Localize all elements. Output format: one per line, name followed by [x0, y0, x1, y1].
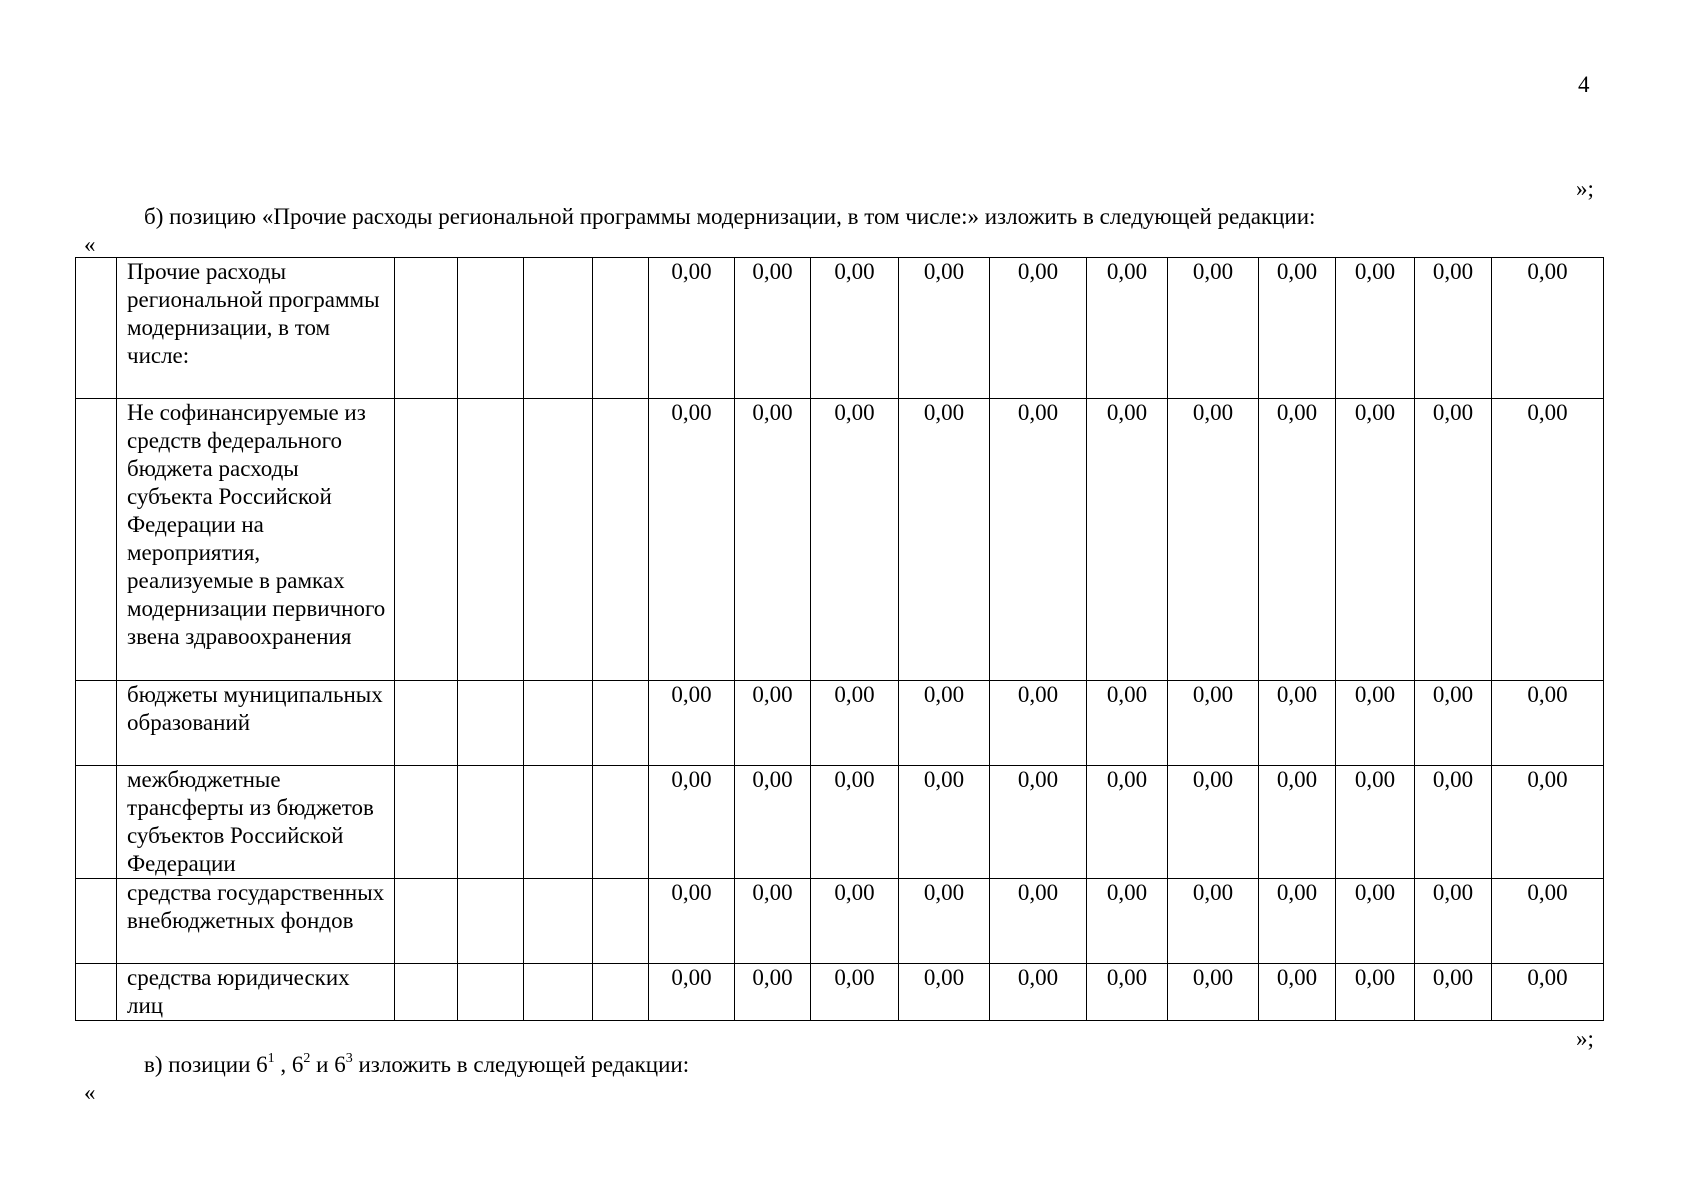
value-cell — [990, 879, 1087, 964]
superscript: 1 — [267, 1051, 275, 1066]
value-text: 0,00 — [752, 400, 793, 425]
value-text: 0,00 — [752, 965, 793, 990]
value-text: 0,00 — [1354, 682, 1396, 707]
paragraph-c-text: изложить в следующей редакции: — [352, 1052, 690, 1077]
value-text: 0,00 — [1527, 880, 1568, 905]
budget-table — [75, 257, 1604, 1021]
value-cell — [1336, 964, 1415, 1021]
value-cell — [1415, 964, 1492, 1021]
table-row — [76, 964, 1604, 1021]
value-cell — [649, 879, 735, 964]
value-text: 0,00 — [1432, 767, 1474, 792]
value-text: 0,00 — [834, 259, 875, 284]
opening-quote: « — [84, 1080, 96, 1105]
value-text: 0,00 — [834, 682, 875, 707]
value-cell — [735, 681, 811, 766]
empty-cell — [395, 964, 458, 1021]
value-cell — [1492, 766, 1604, 879]
value-text: 0,00 — [923, 767, 965, 792]
value-cell — [990, 258, 1087, 399]
value-cell — [1087, 681, 1168, 766]
row-name-cell: средства юридических лиц — [117, 964, 395, 1021]
empty-cell — [395, 879, 458, 964]
value-text: 0,00 — [1192, 400, 1234, 425]
empty-cell — [458, 681, 524, 766]
row-name-cell: Прочие расходы региональной программы модернизации, в том числе: — [117, 258, 395, 399]
paragraph-c-text: и 6 — [310, 1052, 346, 1077]
value-cell — [1259, 258, 1336, 399]
empty-cell — [524, 399, 593, 681]
value-text: 0,00 — [752, 259, 793, 284]
value-cell — [649, 258, 735, 399]
value-text: 0,00 — [1276, 400, 1318, 425]
value-text: 0,00 — [1017, 682, 1059, 707]
value-text: 0,00 — [1276, 259, 1318, 284]
row-index-cell — [76, 399, 117, 681]
value-cell — [649, 766, 735, 879]
value-cell — [1492, 399, 1604, 681]
value-text: 0,00 — [1106, 259, 1148, 284]
value-cell — [1336, 681, 1415, 766]
empty-cell — [593, 879, 649, 964]
value-text: 0,00 — [1017, 400, 1059, 425]
value-cell — [1259, 964, 1336, 1021]
value-cell — [899, 681, 990, 766]
value-text: 0,00 — [1017, 965, 1059, 990]
value-text: 0,00 — [1017, 259, 1059, 284]
paragraph-c — [144, 1052, 689, 1078]
empty-cell — [458, 879, 524, 964]
value-text: 0,00 — [1527, 682, 1568, 707]
row-index-cell — [76, 681, 117, 766]
empty-cell — [524, 879, 593, 964]
table-row — [76, 399, 1604, 681]
value-text: 0,00 — [1106, 880, 1148, 905]
row-index-cell — [76, 879, 117, 964]
value-text: 0,00 — [1432, 965, 1474, 990]
empty-cell — [458, 258, 524, 399]
value-cell — [735, 766, 811, 879]
value-text: 0,00 — [1192, 965, 1234, 990]
superscript: 2 — [303, 1051, 311, 1066]
value-text: 0,00 — [1354, 259, 1396, 284]
value-text: 0,00 — [1527, 767, 1568, 792]
value-cell — [1087, 399, 1168, 681]
value-text: 0,00 — [923, 682, 965, 707]
value-cell — [1168, 399, 1259, 681]
value-cell — [1087, 964, 1168, 1021]
empty-cell — [395, 258, 458, 399]
value-text: 0,00 — [752, 767, 793, 792]
value-text: 0,00 — [834, 965, 875, 990]
value-cell — [811, 258, 899, 399]
value-cell — [990, 964, 1087, 1021]
value-text: 0,00 — [1354, 965, 1396, 990]
row-index-cell — [76, 964, 117, 1021]
value-cell — [1168, 681, 1259, 766]
empty-cell — [593, 258, 649, 399]
value-cell — [990, 766, 1087, 879]
value-cell — [1492, 681, 1604, 766]
table-row — [76, 879, 1604, 964]
value-cell — [1492, 964, 1604, 1021]
table-row — [76, 766, 1604, 879]
value-cell — [1168, 879, 1259, 964]
table-row — [76, 258, 1604, 399]
value-cell — [1087, 879, 1168, 964]
value-cell — [1492, 258, 1604, 399]
value-cell — [1259, 879, 1336, 964]
value-text: 0,00 — [1354, 400, 1396, 425]
value-cell — [649, 399, 735, 681]
value-text: 0,00 — [671, 965, 712, 990]
value-cell — [1168, 964, 1259, 1021]
value-cell — [1415, 258, 1492, 399]
value-text: 0,00 — [1192, 682, 1234, 707]
empty-cell — [395, 681, 458, 766]
value-cell — [1492, 879, 1604, 964]
value-cell — [1415, 766, 1492, 879]
value-cell — [990, 399, 1087, 681]
value-text: 0,00 — [1276, 767, 1318, 792]
value-text: 0,00 — [1276, 965, 1318, 990]
value-text: 0,00 — [1432, 682, 1474, 707]
value-cell — [1336, 879, 1415, 964]
empty-cell — [524, 964, 593, 1021]
value-text: 0,00 — [1527, 400, 1568, 425]
value-text: 0,00 — [1276, 682, 1318, 707]
value-cell — [899, 258, 990, 399]
table-row — [76, 681, 1604, 766]
value-cell — [899, 399, 990, 681]
value-text: 0,00 — [923, 880, 965, 905]
value-text: 0,00 — [1527, 965, 1568, 990]
closing-quote: »; — [1576, 1026, 1594, 1051]
value-cell — [1336, 258, 1415, 399]
empty-cell — [458, 766, 524, 879]
value-cell — [1168, 258, 1259, 399]
value-cell — [1087, 766, 1168, 879]
empty-cell — [395, 399, 458, 681]
value-cell — [811, 964, 899, 1021]
value-cell — [1415, 879, 1492, 964]
empty-cell — [395, 766, 458, 879]
value-cell — [1259, 399, 1336, 681]
value-text: 0,00 — [1017, 767, 1059, 792]
empty-cell — [524, 766, 593, 879]
value-cell — [811, 766, 899, 879]
value-cell — [899, 964, 990, 1021]
value-cell — [811, 879, 899, 964]
row-index-cell — [76, 766, 117, 879]
value-text: 0,00 — [1106, 767, 1148, 792]
value-cell — [649, 681, 735, 766]
value-cell — [1415, 681, 1492, 766]
value-text: 0,00 — [1192, 259, 1234, 284]
value-text: 0,00 — [671, 880, 712, 905]
row-index-cell — [76, 258, 117, 399]
value-cell — [735, 879, 811, 964]
value-text: 0,00 — [834, 880, 875, 905]
row-name-cell: Не софинансируемые из средств федерального бюджета расходы субъекта Российской Федерации на мероприятия, реализуемые в рамках модернизации первичного звена здравоохранения — [117, 399, 395, 681]
value-text: 0,00 — [671, 682, 712, 707]
value-text: 0,00 — [1192, 767, 1234, 792]
value-text: 0,00 — [923, 400, 965, 425]
value-text: 0,00 — [1354, 880, 1396, 905]
value-cell — [1336, 399, 1415, 681]
paragraph-c-text: в) позиции 6 — [144, 1052, 268, 1077]
value-cell — [1168, 766, 1259, 879]
empty-cell — [524, 258, 593, 399]
value-cell — [811, 681, 899, 766]
value-text: 0,00 — [1432, 400, 1474, 425]
value-text: 0,00 — [1354, 767, 1396, 792]
value-text: 0,00 — [671, 400, 712, 425]
value-text: 0,00 — [671, 259, 712, 284]
value-cell — [1415, 399, 1492, 681]
value-cell — [1336, 766, 1415, 879]
superscript: 3 — [345, 1051, 353, 1066]
value-text: 0,00 — [1106, 682, 1148, 707]
value-cell — [990, 681, 1087, 766]
empty-cell — [458, 964, 524, 1021]
value-cell — [735, 258, 811, 399]
value-cell — [1259, 766, 1336, 879]
value-text: 0,00 — [1106, 400, 1148, 425]
opening-quote: « — [84, 232, 96, 257]
value-cell — [735, 964, 811, 1021]
value-text: 0,00 — [923, 259, 965, 284]
value-text: 0,00 — [1432, 259, 1474, 284]
value-cell — [735, 399, 811, 681]
closing-quote: »; — [1576, 176, 1594, 201]
value-text: 0,00 — [834, 767, 875, 792]
value-cell — [1087, 258, 1168, 399]
value-text: 0,00 — [1106, 965, 1148, 990]
value-cell — [1259, 681, 1336, 766]
value-text: 0,00 — [1276, 880, 1318, 905]
value-text: 0,00 — [1192, 880, 1234, 905]
empty-cell — [458, 399, 524, 681]
value-text: 0,00 — [923, 965, 965, 990]
value-cell — [649, 964, 735, 1021]
value-text: 0,00 — [752, 880, 793, 905]
value-cell — [811, 399, 899, 681]
paragraph-c-text: , 6 — [274, 1052, 304, 1077]
value-cell — [899, 879, 990, 964]
row-name-cell: межбюджетные трансферты из бюджетов субъектов Российской Федерации — [117, 766, 395, 879]
row-name-cell: средства государственных внебюджетных фондов — [117, 879, 395, 964]
empty-cell — [593, 399, 649, 681]
value-text: 0,00 — [1017, 880, 1059, 905]
empty-cell — [593, 964, 649, 1021]
value-text: 0,00 — [1527, 259, 1568, 284]
value-text: 0,00 — [1432, 880, 1474, 905]
paragraph-b: б) позицию «Прочие расходы региональной программы модернизации, в том числе:» изложить в следующей редакции: — [144, 204, 1316, 229]
value-cell — [899, 766, 990, 879]
empty-cell — [593, 681, 649, 766]
empty-cell — [593, 766, 649, 879]
page-number: 4 — [1578, 72, 1590, 97]
row-name-cell: бюджеты муниципальных образований — [117, 681, 395, 766]
value-text: 0,00 — [671, 767, 712, 792]
empty-cell — [524, 681, 593, 766]
value-text: 0,00 — [834, 400, 875, 425]
value-text: 0,00 — [752, 682, 793, 707]
